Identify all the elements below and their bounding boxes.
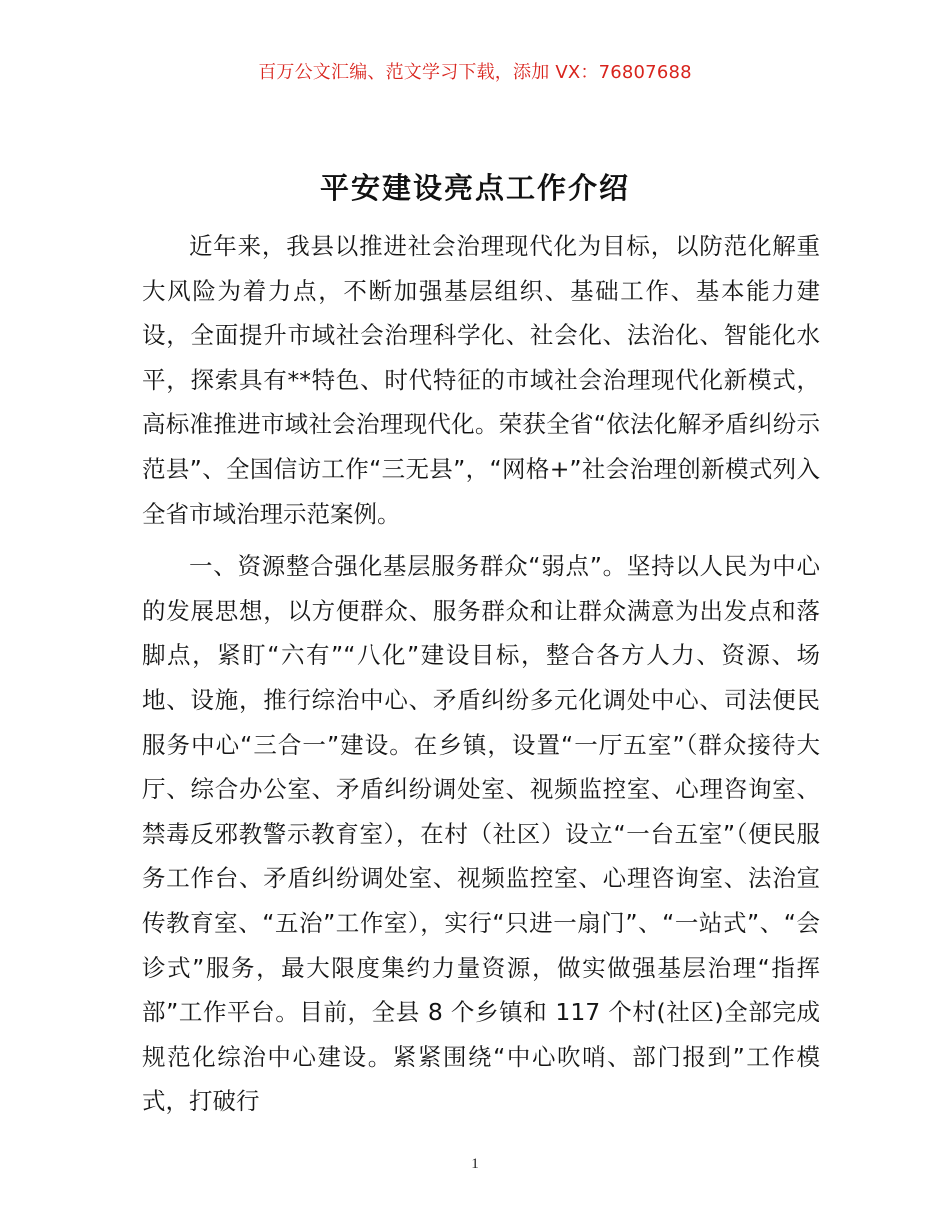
paragraph-section-one: 一、资源整合强化基层服务群众“弱点”。坚持以人民为中心的发展思想，以方便群众、服务群众和让群众满意为出发点和落脚点，紧盯“六有”“八化”建设目标，整合各方人力、资源、场地、设施，推行综治中心、矛盾纠纷多元化调处中心、司法便民服务中心“三合一”建设。在乡镇，设置“一厅五室”（群众接待大厅、综合办公室、矛盾纠纷调处室、视频监控室、心理咨询室、禁毒反邪教警示教育室），在村（社区）设立“一台五室”（便民服务工作台、矛盾纠纷调处室、视频监控室、心理咨询室、法治宣传教育室、“五治”工作室），实行“只进一扇门”、“一站式”、“会诊式”服务，最大限度集约力量资源，做实做强基层治理“指挥部”工作平台。目前，全县 8 个乡镇和 117 个村(社区)全部完成规范化综治中心建设。紧紧围绕“中心吹哨、部门报到”工作模式，打破行 <box>142 552 820 1116</box>
page-number: 1 <box>471 1156 479 1172</box>
document-body <box>142 224 820 1124</box>
document-title: 平安建设亮点工作介绍 <box>319 171 630 205</box>
header-banner: 百万公文汇编、范文学习下载，添加 VX：76807688 <box>258 62 692 83</box>
paragraph-intro: 近年来，我县以推进社会治理现代化为目标，以防范化解重大风险为着力点，不断加强基层组织、基础工作、基本能力建设，全面提升市域社会治理科学化、社会化、法治化、智能化水平，探索具有**特色、时代特征的市域社会治理现代化新模式，高标准推进市域社会治理现代化。荣获全省“依法化解矛盾纠纷示范县”、全国信访工作“三无县”，“网格+”社会治理创新模式列入全省市域治理示范案例。 <box>142 232 820 528</box>
